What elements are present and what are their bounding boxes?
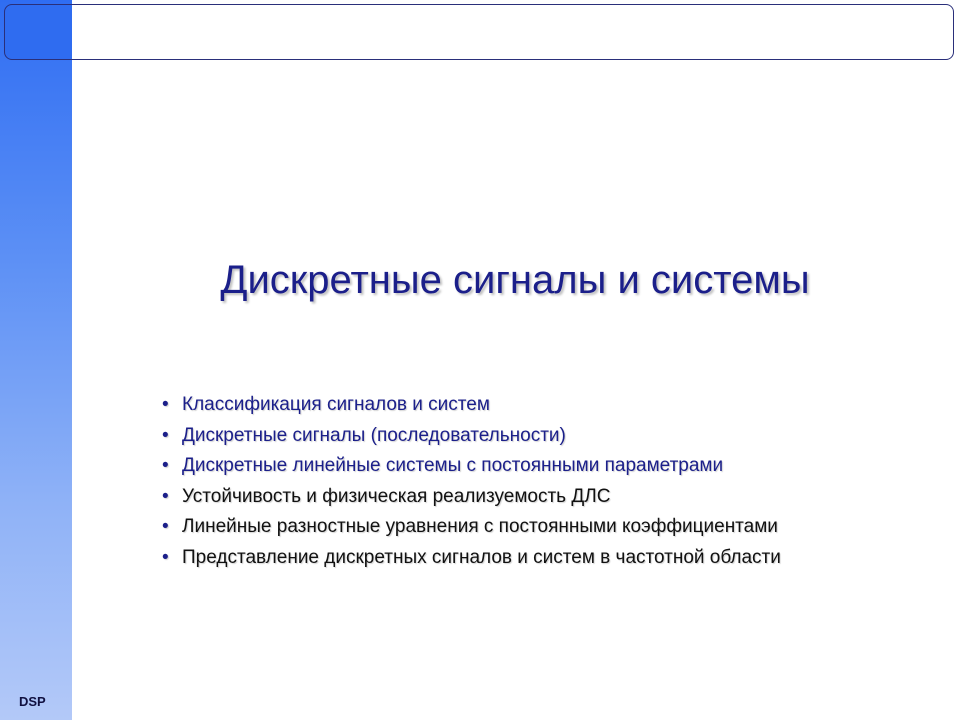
list-item-text: Представление дискретных сигналов и систем в частотной области bbox=[182, 546, 781, 568]
list-item bbox=[162, 451, 781, 482]
list-item bbox=[162, 512, 781, 543]
list-item-text: Устойчивость и физическая реализуемость ДЛС bbox=[182, 485, 611, 507]
list-item-text: Линейные разностные уравнения с постоянными коэффициентами bbox=[182, 516, 778, 537]
list-item bbox=[162, 390, 781, 421]
header-frame bbox=[4, 4, 954, 60]
bullet-icon: • bbox=[162, 546, 169, 568]
slide-title: Дискретные сигналы и системы bbox=[220, 258, 810, 302]
list-item bbox=[162, 421, 781, 452]
bullet-icon: • bbox=[162, 516, 169, 537]
list-item bbox=[162, 482, 781, 513]
bullet-icon: • bbox=[162, 485, 169, 507]
side-accent-bar bbox=[0, 0, 72, 720]
bullet-icon: • bbox=[162, 394, 169, 415]
bullet-icon: • bbox=[162, 424, 169, 446]
list-item-text: Дискретные линейные системы с постоянными параметрами bbox=[182, 455, 724, 476]
footer-label: DSP bbox=[19, 694, 46, 709]
list-item-text: Классификация сигналов и систем bbox=[182, 394, 490, 415]
list-item-text: Дискретные сигналы (последовательности) bbox=[182, 424, 566, 446]
bullet-icon: • bbox=[162, 455, 169, 476]
list-item bbox=[162, 543, 781, 574]
bullet-list bbox=[162, 390, 781, 573]
